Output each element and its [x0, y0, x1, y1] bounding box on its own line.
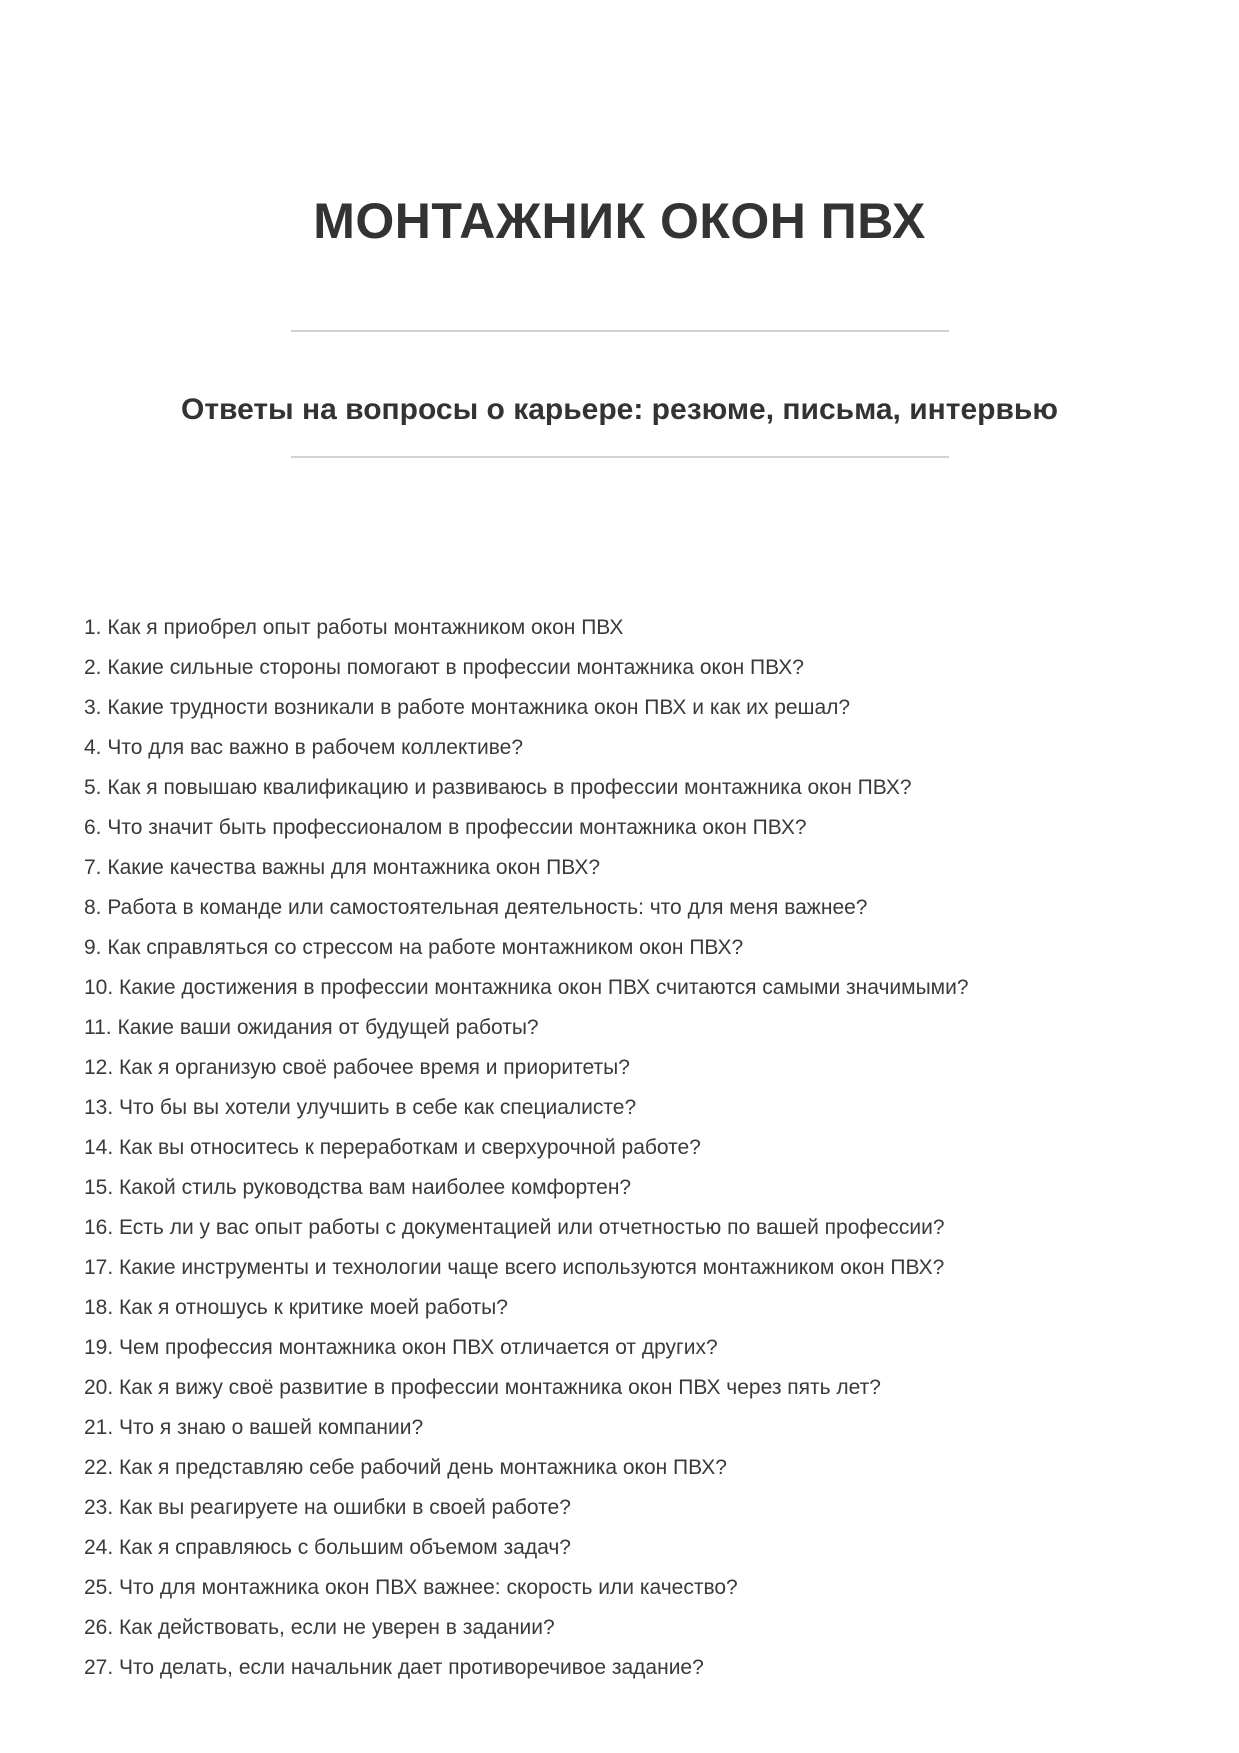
- question-item: 19. Чем профессия монтажника окон ПВХ отличается от других?: [84, 1336, 718, 1359]
- question-item: 12. Как я организую своё рабочее время и приоритеты?: [84, 1056, 630, 1079]
- question-item: 27. Что делать, если начальник дает противоречивое задание?: [84, 1656, 704, 1679]
- question-item: 22. Как я представляю себе рабочий день монтажника окон ПВХ?: [84, 1456, 727, 1479]
- divider-bottom: [291, 456, 949, 458]
- question-item: 5. Как я повышаю квалификацию и развиваюсь в профессии монтажника окон ПВХ?: [84, 776, 912, 799]
- question-item: 13. Что бы вы хотели улучшить в себе как специалисте?: [84, 1096, 637, 1119]
- questions-list: [0, 608, 1239, 1688]
- question-item: 15. Какой стиль руководства вам наиболее комфортен?: [84, 1176, 632, 1199]
- divider-top: [291, 330, 949, 332]
- question-item: 26. Как действовать, если не уверен в задании?: [84, 1616, 555, 1639]
- question-item: 16. Есть ли у вас опыт работы с документацией или отчетностью по вашей профессии?: [84, 1216, 945, 1239]
- question-item: 4. Что для вас важно в рабочем коллективе?: [84, 736, 524, 759]
- question-item: 18. Как я отношусь к критике моей работы?: [84, 1296, 508, 1319]
- question-item: 1. Как я приобрел опыт работы монтажником окон ПВХ: [84, 616, 624, 639]
- question-item: 21. Что я знаю о вашей компании?: [84, 1416, 424, 1439]
- question-item: 14. Как вы относитесь к переработкам и сверхурочной работе?: [84, 1136, 701, 1159]
- question-item: 17. Какие инструменты и технологии чаще всего используются монтажником окон ПВХ?: [84, 1256, 945, 1279]
- question-item: 6. Что значит быть профессионалом в профессии монтажника окон ПВХ?: [84, 816, 807, 839]
- page-subtitle: Ответы на вопросы о карьере: резюме, письма, интервью: [181, 393, 1058, 426]
- question-item: 23. Как вы реагируете на ошибки в своей работе?: [84, 1496, 571, 1519]
- question-item: 25. Что для монтажника окон ПВХ важнее: скорость или качество?: [84, 1576, 738, 1599]
- page-title: МОНТАЖНИК ОКОН ПВХ: [313, 193, 926, 249]
- question-item: 11. Какие ваши ожидания от будущей работы?: [84, 1016, 539, 1039]
- question-item: 9. Как справляться со стрессом на работе монтажником окон ПВХ?: [84, 936, 744, 959]
- question-item: 20. Как я вижу своё развитие в профессии монтажника окон ПВХ через пять лет?: [84, 1376, 881, 1399]
- question-item: 3. Какие трудности возникали в работе монтажника окон ПВХ и как их решал?: [84, 696, 851, 719]
- question-item: 7. Какие качества важны для монтажника окон ПВХ?: [84, 856, 601, 879]
- question-item: 2. Какие сильные стороны помогают в профессии монтажника окон ПВХ?: [84, 656, 804, 679]
- question-item: 8. Работа в команде или самостоятельная деятельность: что для меня важнее?: [84, 896, 868, 919]
- question-item: 24. Как я справляюсь с большим объемом задач?: [84, 1536, 571, 1559]
- question-item: 10. Какие достижения в профессии монтажника окон ПВХ считаются самыми значимыми?: [84, 976, 969, 999]
